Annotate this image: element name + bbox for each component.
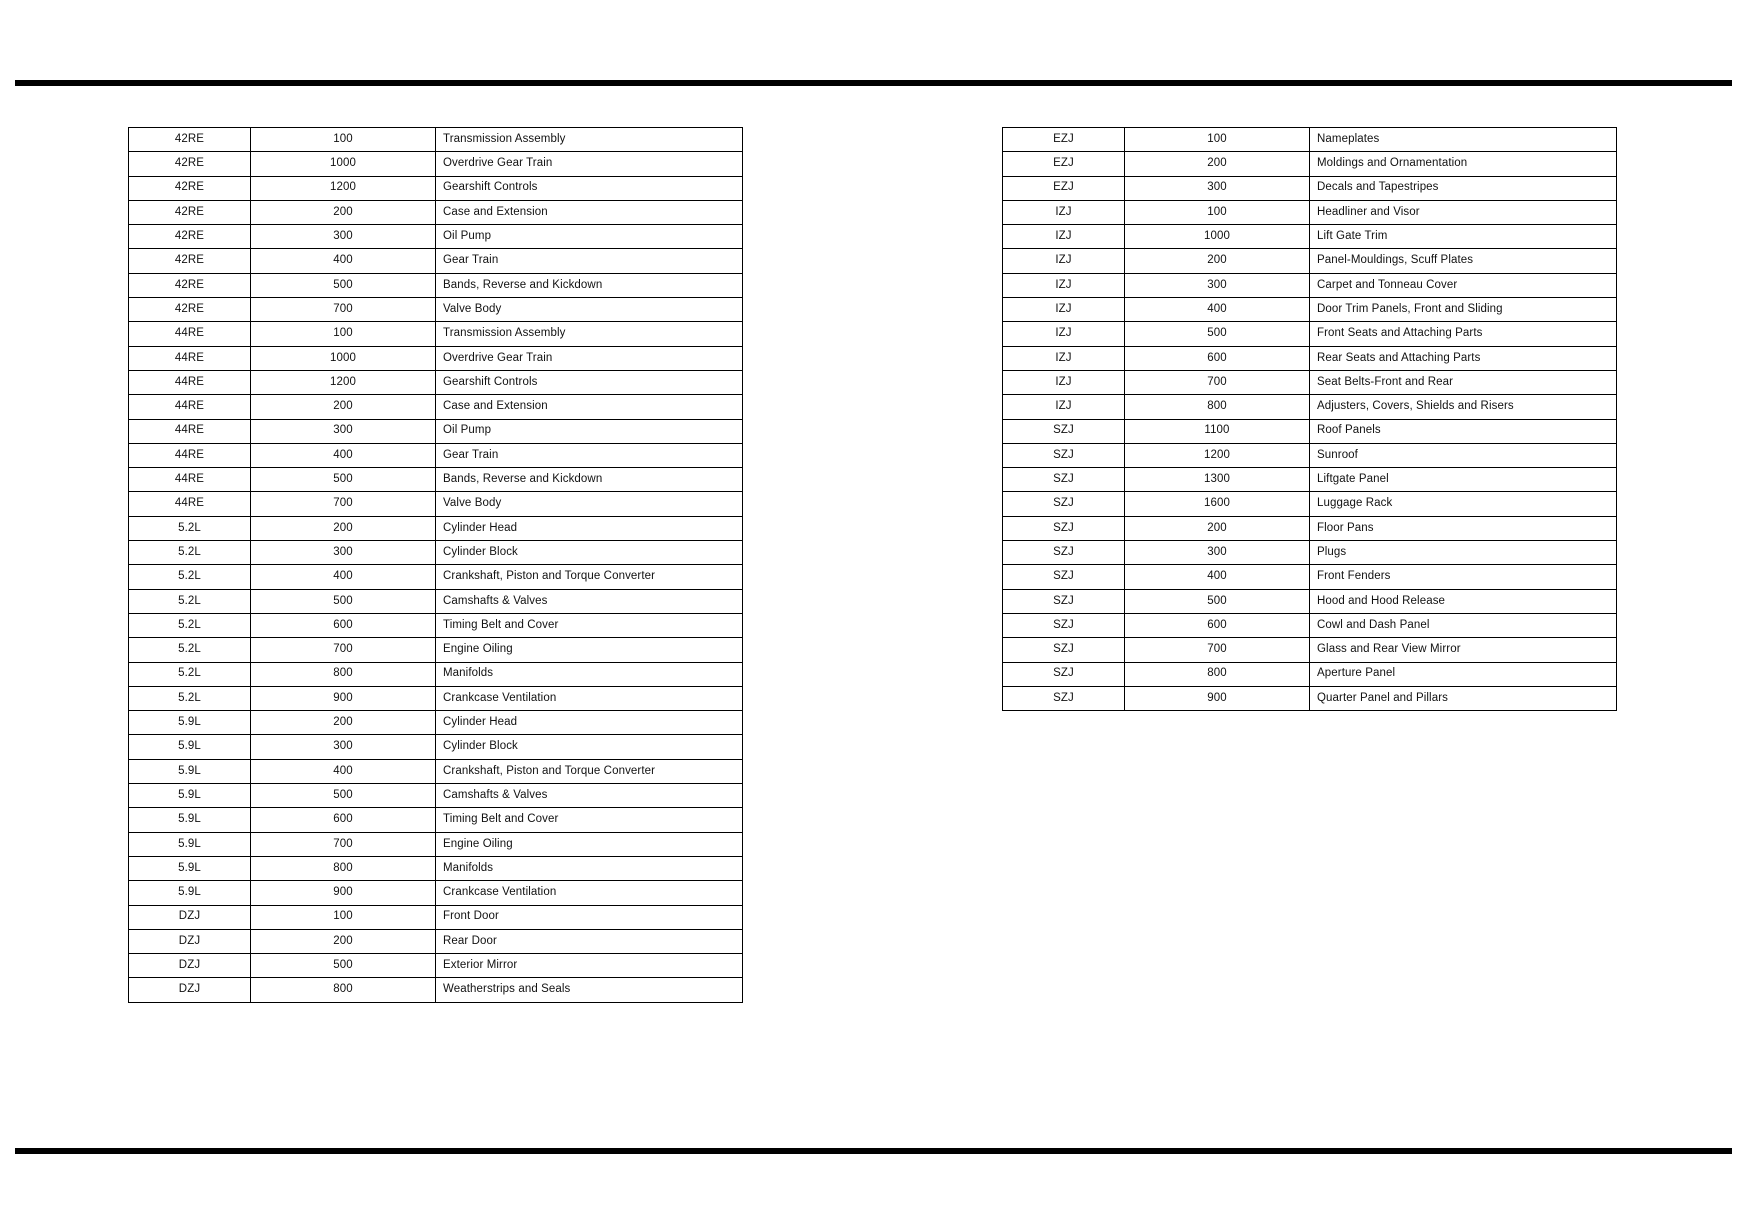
- description-cell: Adjusters, Covers, Shields and Risers: [1310, 395, 1617, 419]
- description-cell: Front Fenders: [1310, 565, 1617, 589]
- section-number-cell: 700: [1125, 638, 1310, 662]
- table-row: [1003, 589, 1617, 613]
- table-row: [1003, 176, 1617, 200]
- description-cell: Crankshaft, Piston and Torque Converter: [436, 759, 743, 783]
- section-number-cell: 500: [251, 954, 436, 978]
- group-code-cell: 44RE: [129, 468, 251, 492]
- description-cell: Gearshift Controls: [436, 370, 743, 394]
- description-cell: Seat Belts-Front and Rear: [1310, 370, 1617, 394]
- table-row: [129, 443, 743, 467]
- table-row: [129, 784, 743, 808]
- group-code-cell: 5.9L: [129, 832, 251, 856]
- section-number-cell: 900: [251, 881, 436, 905]
- description-cell: Gear Train: [436, 443, 743, 467]
- description-cell: Overdrive Gear Train: [436, 152, 743, 176]
- table-row: [1003, 492, 1617, 516]
- table-row: [129, 225, 743, 249]
- table-row: [129, 541, 743, 565]
- table-row: [129, 759, 743, 783]
- section-number-cell: 300: [1125, 273, 1310, 297]
- section-number-cell: 100: [251, 322, 436, 346]
- section-number-cell: 400: [251, 249, 436, 273]
- section-number-cell: 500: [251, 468, 436, 492]
- description-cell: Plugs: [1310, 541, 1617, 565]
- bottom-rule: [15, 1148, 1732, 1154]
- description-cell: Engine Oiling: [436, 638, 743, 662]
- description-cell: Door Trim Panels, Front and Sliding: [1310, 298, 1617, 322]
- section-number-cell: 600: [1125, 346, 1310, 370]
- section-number-cell: 1600: [1125, 492, 1310, 516]
- group-code-cell: SZJ: [1003, 613, 1125, 637]
- section-number-cell: 600: [251, 613, 436, 637]
- description-cell: Manifolds: [436, 662, 743, 686]
- table-row: [129, 881, 743, 905]
- group-code-cell: IZJ: [1003, 225, 1125, 249]
- table-row: [129, 516, 743, 540]
- description-cell: Panel-Mouldings, Scuff Plates: [1310, 249, 1617, 273]
- group-code-cell: 42RE: [129, 225, 251, 249]
- description-cell: Moldings and Ornamentation: [1310, 152, 1617, 176]
- description-cell: Gear Train: [436, 249, 743, 273]
- table-row: [1003, 686, 1617, 710]
- section-number-cell: 700: [251, 298, 436, 322]
- table-row: [1003, 395, 1617, 419]
- description-cell: Weatherstrips and Seals: [436, 978, 743, 1002]
- group-code-cell: 44RE: [129, 492, 251, 516]
- description-cell: Timing Belt and Cover: [436, 808, 743, 832]
- section-number-cell: 500: [251, 784, 436, 808]
- description-cell: Sunroof: [1310, 443, 1617, 467]
- section-number-cell: 400: [251, 565, 436, 589]
- description-cell: Front Seats and Attaching Parts: [1310, 322, 1617, 346]
- section-number-cell: 500: [1125, 589, 1310, 613]
- table-row: [129, 468, 743, 492]
- group-code-cell: 5.9L: [129, 784, 251, 808]
- group-code-cell: IZJ: [1003, 370, 1125, 394]
- group-code-cell: SZJ: [1003, 516, 1125, 540]
- group-code-cell: EZJ: [1003, 128, 1125, 152]
- section-number-cell: 100: [1125, 200, 1310, 224]
- section-number-cell: 1000: [1125, 225, 1310, 249]
- description-cell: Liftgate Panel: [1310, 468, 1617, 492]
- description-cell: Overdrive Gear Train: [436, 346, 743, 370]
- table-row: [1003, 249, 1617, 273]
- description-cell: Cylinder Head: [436, 711, 743, 735]
- section-number-cell: 500: [251, 273, 436, 297]
- description-cell: Crankcase Ventilation: [436, 686, 743, 710]
- description-cell: Rear Door: [436, 929, 743, 953]
- group-code-cell: 5.9L: [129, 881, 251, 905]
- description-cell: Transmission Assembly: [436, 322, 743, 346]
- table-row: [129, 613, 743, 637]
- description-cell: Luggage Rack: [1310, 492, 1617, 516]
- group-code-cell: SZJ: [1003, 541, 1125, 565]
- section-number-cell: 300: [251, 419, 436, 443]
- description-cell: Gearshift Controls: [436, 176, 743, 200]
- table-row: [1003, 225, 1617, 249]
- group-code-cell: IZJ: [1003, 298, 1125, 322]
- table-row: [129, 905, 743, 929]
- description-cell: Crankcase Ventilation: [436, 881, 743, 905]
- section-number-cell: 800: [1125, 395, 1310, 419]
- group-code-cell: 42RE: [129, 273, 251, 297]
- group-code-cell: 5.9L: [129, 856, 251, 880]
- description-cell: Carpet and Tonneau Cover: [1310, 273, 1617, 297]
- table-row: [129, 638, 743, 662]
- section-number-cell: 700: [251, 492, 436, 516]
- section-number-cell: 300: [251, 225, 436, 249]
- section-number-cell: 700: [251, 832, 436, 856]
- group-code-cell: SZJ: [1003, 492, 1125, 516]
- description-cell: Cylinder Head: [436, 516, 743, 540]
- table-row: [1003, 613, 1617, 637]
- section-number-cell: 800: [251, 662, 436, 686]
- group-code-cell: 44RE: [129, 370, 251, 394]
- parts-table-right: [1002, 127, 1617, 711]
- table-row: [129, 200, 743, 224]
- description-cell: Oil Pump: [436, 225, 743, 249]
- group-code-cell: SZJ: [1003, 638, 1125, 662]
- group-code-cell: SZJ: [1003, 589, 1125, 613]
- table-row: [129, 492, 743, 516]
- description-cell: Floor Pans: [1310, 516, 1617, 540]
- table-row: [129, 346, 743, 370]
- group-code-cell: SZJ: [1003, 686, 1125, 710]
- group-code-cell: IZJ: [1003, 322, 1125, 346]
- section-number-cell: 300: [1125, 176, 1310, 200]
- group-code-cell: 42RE: [129, 152, 251, 176]
- description-cell: Cylinder Block: [436, 735, 743, 759]
- table-row: [129, 152, 743, 176]
- section-number-cell: 900: [1125, 686, 1310, 710]
- description-cell: Crankshaft, Piston and Torque Converter: [436, 565, 743, 589]
- group-code-cell: IZJ: [1003, 346, 1125, 370]
- table-row: [1003, 298, 1617, 322]
- group-code-cell: 5.2L: [129, 638, 251, 662]
- section-number-cell: 800: [251, 856, 436, 880]
- group-code-cell: 44RE: [129, 322, 251, 346]
- group-code-cell: SZJ: [1003, 662, 1125, 686]
- table-row: [129, 322, 743, 346]
- description-cell: Roof Panels: [1310, 419, 1617, 443]
- section-number-cell: 1300: [1125, 468, 1310, 492]
- group-code-cell: 5.9L: [129, 808, 251, 832]
- section-number-cell: 200: [1125, 516, 1310, 540]
- top-rule: [15, 80, 1732, 86]
- group-code-cell: 42RE: [129, 249, 251, 273]
- table-row: [1003, 638, 1617, 662]
- section-number-cell: 500: [1125, 322, 1310, 346]
- group-code-cell: DZJ: [129, 905, 251, 929]
- description-cell: Hood and Hood Release: [1310, 589, 1617, 613]
- table-row: [129, 929, 743, 953]
- section-number-cell: 200: [251, 711, 436, 735]
- description-cell: Cowl and Dash Panel: [1310, 613, 1617, 637]
- section-number-cell: 600: [251, 808, 436, 832]
- table-row: [129, 711, 743, 735]
- table-row: [1003, 468, 1617, 492]
- group-code-cell: SZJ: [1003, 419, 1125, 443]
- table-row: [129, 273, 743, 297]
- description-cell: Transmission Assembly: [436, 128, 743, 152]
- section-number-cell: 100: [251, 128, 436, 152]
- section-number-cell: 100: [251, 905, 436, 929]
- section-number-cell: 300: [1125, 541, 1310, 565]
- group-code-cell: 5.2L: [129, 516, 251, 540]
- table-row: [129, 370, 743, 394]
- section-number-cell: 300: [251, 735, 436, 759]
- group-code-cell: 44RE: [129, 443, 251, 467]
- group-code-cell: 42RE: [129, 298, 251, 322]
- table-row: [129, 128, 743, 152]
- group-code-cell: 5.2L: [129, 565, 251, 589]
- description-cell: Headliner and Visor: [1310, 200, 1617, 224]
- description-cell: Cylinder Block: [436, 541, 743, 565]
- group-code-cell: 44RE: [129, 419, 251, 443]
- table-row: [129, 735, 743, 759]
- table-row: [129, 662, 743, 686]
- table-row: [1003, 662, 1617, 686]
- section-number-cell: 200: [251, 516, 436, 540]
- description-cell: Bands, Reverse and Kickdown: [436, 468, 743, 492]
- section-number-cell: 200: [251, 395, 436, 419]
- section-number-cell: 300: [251, 541, 436, 565]
- group-code-cell: 44RE: [129, 395, 251, 419]
- section-number-cell: 200: [251, 929, 436, 953]
- description-cell: Lift Gate Trim: [1310, 225, 1617, 249]
- table-row: [129, 686, 743, 710]
- group-code-cell: DZJ: [129, 954, 251, 978]
- table-row: [129, 954, 743, 978]
- group-code-cell: DZJ: [129, 929, 251, 953]
- group-code-cell: 44RE: [129, 346, 251, 370]
- group-code-cell: DZJ: [129, 978, 251, 1002]
- description-cell: Valve Body: [436, 298, 743, 322]
- group-code-cell: IZJ: [1003, 273, 1125, 297]
- section-number-cell: 800: [1125, 662, 1310, 686]
- group-code-cell: 5.2L: [129, 589, 251, 613]
- section-number-cell: 100: [1125, 128, 1310, 152]
- group-code-cell: SZJ: [1003, 468, 1125, 492]
- section-number-cell: 500: [251, 589, 436, 613]
- description-cell: Exterior Mirror: [436, 954, 743, 978]
- table-row: [129, 565, 743, 589]
- section-number-cell: 200: [1125, 249, 1310, 273]
- group-code-cell: 5.2L: [129, 662, 251, 686]
- group-code-cell: 42RE: [129, 200, 251, 224]
- description-cell: Decals and Tapestripes: [1310, 176, 1617, 200]
- table-row: [129, 856, 743, 880]
- group-code-cell: 5.9L: [129, 759, 251, 783]
- section-number-cell: 400: [1125, 298, 1310, 322]
- section-number-cell: 400: [251, 759, 436, 783]
- description-cell: Camshafts & Valves: [436, 784, 743, 808]
- table-row: [1003, 516, 1617, 540]
- table-row: [129, 298, 743, 322]
- description-cell: Rear Seats and Attaching Parts: [1310, 346, 1617, 370]
- table-row: [1003, 419, 1617, 443]
- group-code-cell: 42RE: [129, 176, 251, 200]
- description-cell: Camshafts & Valves: [436, 589, 743, 613]
- description-cell: Case and Extension: [436, 395, 743, 419]
- table-row: [1003, 152, 1617, 176]
- description-cell: Glass and Rear View Mirror: [1310, 638, 1617, 662]
- group-code-cell: SZJ: [1003, 443, 1125, 467]
- section-number-cell: 600: [1125, 613, 1310, 637]
- description-cell: Case and Extension: [436, 200, 743, 224]
- table-row: [129, 176, 743, 200]
- description-cell: Quarter Panel and Pillars: [1310, 686, 1617, 710]
- section-number-cell: 200: [251, 200, 436, 224]
- table-row: [129, 249, 743, 273]
- table-row: [1003, 128, 1617, 152]
- table-row: [1003, 443, 1617, 467]
- table-row: [129, 419, 743, 443]
- group-code-cell: EZJ: [1003, 176, 1125, 200]
- group-code-cell: 5.9L: [129, 735, 251, 759]
- section-number-cell: 1200: [251, 176, 436, 200]
- table-row: [1003, 346, 1617, 370]
- table-row: [1003, 541, 1617, 565]
- section-number-cell: 700: [1125, 370, 1310, 394]
- section-number-cell: 1200: [1125, 443, 1310, 467]
- description-cell: Engine Oiling: [436, 832, 743, 856]
- section-number-cell: 1200: [251, 370, 436, 394]
- description-cell: Timing Belt and Cover: [436, 613, 743, 637]
- group-code-cell: EZJ: [1003, 152, 1125, 176]
- section-number-cell: 200: [1125, 152, 1310, 176]
- description-cell: Manifolds: [436, 856, 743, 880]
- table-row: [1003, 370, 1617, 394]
- description-cell: Bands, Reverse and Kickdown: [436, 273, 743, 297]
- group-code-cell: 42RE: [129, 128, 251, 152]
- group-code-cell: 5.2L: [129, 686, 251, 710]
- section-number-cell: 1000: [251, 152, 436, 176]
- description-cell: Nameplates: [1310, 128, 1617, 152]
- description-cell: Oil Pump: [436, 419, 743, 443]
- table-row: [1003, 273, 1617, 297]
- section-number-cell: 1000: [251, 346, 436, 370]
- group-code-cell: 5.2L: [129, 613, 251, 637]
- section-number-cell: 800: [251, 978, 436, 1002]
- table-row: [129, 808, 743, 832]
- table-row: [129, 589, 743, 613]
- section-number-cell: 400: [251, 443, 436, 467]
- table-row: [129, 832, 743, 856]
- table-row: [1003, 565, 1617, 589]
- table-row: [1003, 200, 1617, 224]
- table-row: [1003, 322, 1617, 346]
- group-code-cell: SZJ: [1003, 565, 1125, 589]
- table-row: [129, 395, 743, 419]
- table-row: [129, 978, 743, 1002]
- section-number-cell: 400: [1125, 565, 1310, 589]
- section-number-cell: 900: [251, 686, 436, 710]
- group-code-cell: IZJ: [1003, 249, 1125, 273]
- group-code-cell: IZJ: [1003, 395, 1125, 419]
- description-cell: Front Door: [436, 905, 743, 929]
- group-code-cell: IZJ: [1003, 200, 1125, 224]
- group-code-cell: 5.9L: [129, 711, 251, 735]
- group-code-cell: 5.2L: [129, 541, 251, 565]
- description-cell: Valve Body: [436, 492, 743, 516]
- section-number-cell: 700: [251, 638, 436, 662]
- parts-table-left: [128, 127, 743, 1003]
- section-number-cell: 1100: [1125, 419, 1310, 443]
- description-cell: Aperture Panel: [1310, 662, 1617, 686]
